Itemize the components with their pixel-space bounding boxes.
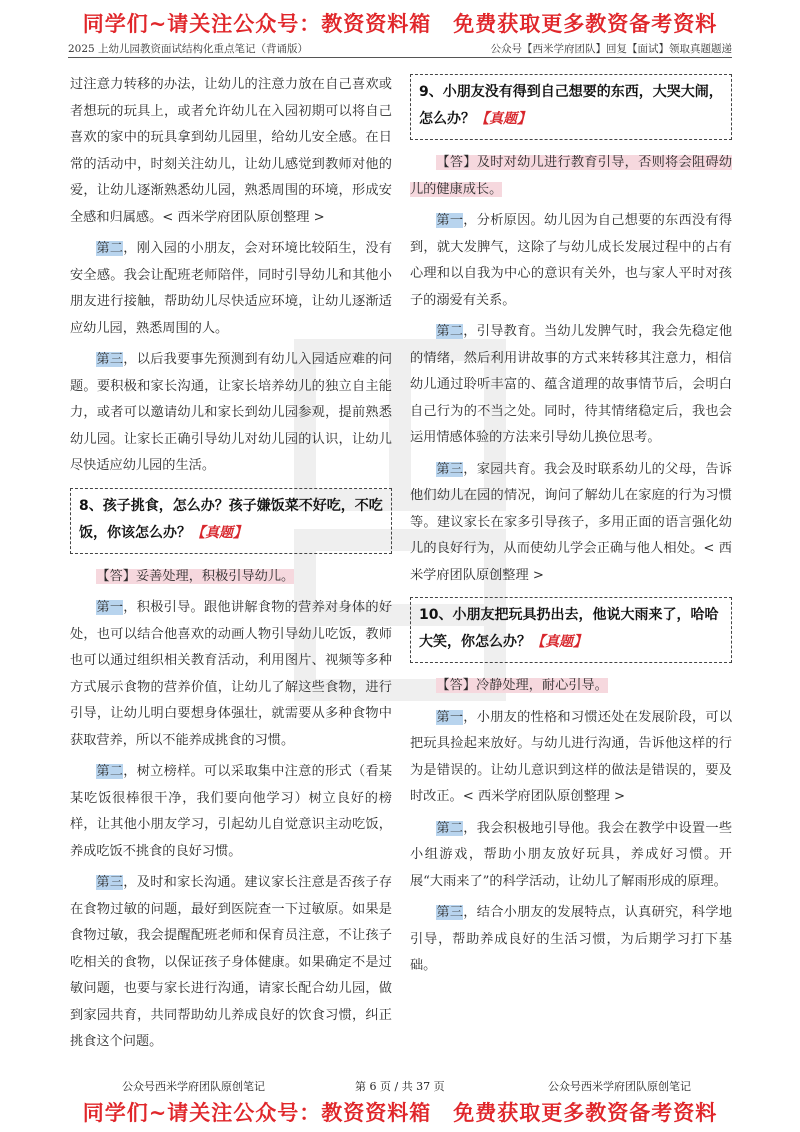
answer-label: 【答】: [436, 155, 477, 170]
q8-point-3: [70, 870, 392, 1056]
answer-summary: [96, 569, 294, 584]
q9-point-3: [410, 457, 732, 590]
paragraph-second: [70, 236, 392, 342]
left-column: [70, 72, 392, 1056]
answer-summary: [410, 155, 732, 197]
point-text: ，小朋友的性格和习惯还处在发展阶段，可以把玩具捡起来放好。与幼儿进行沟通，告诉他这样的行为是错误的。让幼儿意识到这样的做法是错误的，要及时改正。< 西米学府团队原创整理 >: [410, 709, 733, 804]
question-8-text: 8、孩子挑食，怎么办？孩子嫌饭菜不好吃，不吃饭，你该怎么办？: [79, 497, 383, 541]
point-marker: 第二: [436, 324, 464, 339]
header-note: 公众号【西米学府团队】回复【面试】领取真题题递: [490, 43, 732, 55]
page-header: [68, 40, 732, 58]
point-text: ，及时和家长沟通。建议家长注意是否孩子存在食物过敏的问题，最好到医院查一下过敏原。如果是食物过敏，我会提醒配班老师和保育员注意，不让孩子吃相关的食物，以保证孩子身体健康。如果确定不是过敏问题，也要与家长进行沟通，请家长配合幼儿园，做到家园共育，共同帮助幼儿养成良好的饮食习惯，纠正挑食这个问题。: [70, 875, 393, 1049]
real-exam-tag: 【真题】: [475, 111, 531, 127]
q9-point-2: [410, 319, 732, 452]
point-marker: 第二: [96, 764, 124, 779]
page-footer: [0, 1078, 800, 1094]
point-text: ，以后我要事先预测到有幼儿入园适应难的问题。要积极和家长沟通，让家长培养幼儿的独立自主能力，或者可以邀请幼儿和家长到幼儿园参观，提前熟悉幼儿园。让家长正确引导幼儿对幼儿园的认识，让幼儿尽快适应幼儿园的生活。: [70, 352, 393, 473]
answer-9: [410, 150, 732, 203]
q8-point-2: [70, 759, 392, 865]
point-marker: 第一: [436, 709, 464, 725]
bottom-promo-banner: 同学们~请关注公众号：教资资料箱 免费获取更多教资备考资料: [82, 1100, 718, 1125]
point-text: ，刚入园的小朋友，会对环境比较陌生，没有安全感。我会让配班老师陪伴，同时引导幼儿和其他小朋友进行接触，帮助幼儿尽快适应环境，让幼儿逐渐适应幼儿园，熟悉周围的人。: [70, 241, 393, 336]
question-9-box: [410, 74, 732, 140]
answer-label: 【答】: [436, 678, 476, 693]
question-9-text: 9、小朋友没有得到自己想要的东西，大哭大闹，怎么办？: [419, 84, 723, 127]
right-column: [410, 72, 732, 980]
point-marker: 第一: [96, 600, 124, 615]
question-8-box: [70, 488, 392, 554]
answer-text: 及时对幼儿进行教育引导，否则将会阻碍幼儿的健康成长。: [410, 155, 733, 197]
q10-point-1: [410, 705, 732, 811]
point-text: ，家园共育。我会及时联系幼儿的父母，告诉他们幼儿在园的情况，询问了解幼儿在家庭的行为习惯等。建议家长在家多引导孩子，多用正面的语言强化幼儿的良好行为，从而使幼儿学会正确与他人相处。< 西米学府团队原创整理 >: [410, 461, 733, 583]
q8-point-1: [70, 595, 392, 754]
answer-summary: [436, 678, 607, 693]
point-marker: 第三: [436, 905, 464, 920]
question-10-box: [410, 597, 732, 663]
point-text: ，积极引导。跟他讲解食物的营养对身体的好处，也可以结合他喜欢的动画人物引导幼儿吃饭，教师也可以通过组织相关教育活动，利用图片、视频等多种方式展示食物的营养价值，让幼儿了解这些食物，进行引导，让幼儿明白要想身体强壮，就需要从多种食物中获取营养，所以不能养成挑食的习惯。: [70, 600, 393, 748]
page-number: 第 6 页 / 共 37 页: [355, 1080, 445, 1093]
q9-point-1: [410, 208, 732, 314]
header-title: 2025 上幼儿园教资面试结构化重点笔记（背诵版）: [68, 43, 309, 55]
answer-label: 【答】: [96, 568, 136, 584]
intro-paragraph: 过注意力转移的办法，让幼儿的注意力放在自己喜欢或者想玩的玩具上，或者允许幼儿在入园初期可以将自己喜欢的家中的玩具拿到幼儿园里，给幼儿安全感。在日常的活动中，时刻关注幼儿，让幼儿感觉到教师对他的爱，让幼儿逐渐熟悉幼儿园，熟悉周围的环境，形成安全感和归属感。< 西米学府团队原创整理 >: [70, 77, 392, 225]
point-text: ，树立榜样。可以采取集中注意的形式（看某某吃饭很棒很干净，我们要向他学习）树立良好的榜样，让其他小朋友学习，引起幼儿自觉意识主动吃饭，养成吃饭不挑食的良好习惯。: [70, 764, 393, 859]
point-marker: 第三: [96, 352, 124, 367]
q10-point-2: [410, 816, 732, 896]
answer-8: [70, 564, 392, 591]
point-text: ，我会积极地引导他。我会在教学中设置一些小组游戏，帮助小朋友放好玩具，养成好习惯。开展“大雨来了”的科学活动，让幼儿了解雨形成的原理。: [410, 820, 733, 889]
point-text: ，结合小朋友的发展特点，认真研究，科学地引导，帮助养成良好的生活习惯，为后期学习打下基础。: [410, 905, 733, 973]
answer-text: 妥善处理，积极引导幼儿。: [135, 568, 295, 584]
top-promo-banner: 同学们~请关注公众号：教资资料箱 免费获取更多教资备考资料: [82, 11, 718, 36]
point-text: ，引导教育。当幼儿发脾气时，我会先稳定他的情绪，然后利用讲故事的方式来转移其注意力，相信幼儿通过聆听丰富的、蕴含道理的故事情节后，会明白自己行为的不当之处。同时，待其情绪稳定后，我也会运用情感体验的方法来引导幼儿换位思考。: [410, 324, 733, 445]
real-exam-tag: 【真题】: [191, 524, 247, 541]
footer-left-note: 公众号西米学府团队原创笔记: [122, 1080, 265, 1093]
point-marker: 第三: [436, 461, 464, 477]
answer-10: [410, 673, 732, 700]
point-marker: 第二: [436, 820, 464, 836]
answer-text: 冷静处理，耐心引导。: [475, 678, 608, 693]
footer-right-note: 公众号西米学府团队原创笔记: [548, 1080, 691, 1093]
point-text: ，分析原因。幼儿因为自己想要的东西没有得到，就大发脾气，这除了与幼儿成长发展过程中的占有心理和以自我为中心的意识有关外，也与家人平时对孩子的溺爱有关系。: [410, 213, 733, 308]
real-exam-tag: 【真题】: [531, 634, 587, 650]
point-marker: 第三: [96, 875, 124, 890]
question-10-text: 10、小朋友把玩具扔出去，他说大雨来了，哈哈大笑，你怎么办？: [419, 607, 719, 650]
point-marker: 第二: [96, 241, 124, 256]
q10-point-3: [410, 900, 732, 980]
paragraph-third: [70, 347, 392, 480]
point-marker: 第一: [436, 213, 464, 228]
